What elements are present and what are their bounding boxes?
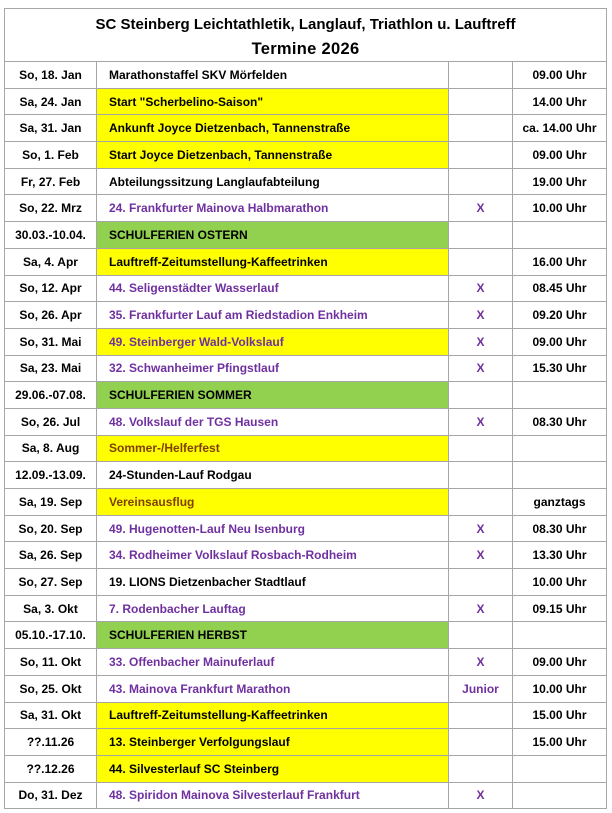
event-cell: Abteilungssitzung Langlaufabteilung <box>97 168 449 195</box>
participation-mark-cell: Junior <box>449 675 513 702</box>
participation-mark-cell: X <box>449 542 513 569</box>
event-cell: Lauftreff-Zeitumstellung-Kaffeetrinken <box>97 248 449 275</box>
participation-mark-cell <box>449 248 513 275</box>
participation-mark-cell <box>449 88 513 115</box>
date-cell: Sa, 26. Sep <box>5 542 97 569</box>
event-cell: 35. Frankfurter Lauf am Riedstadion Enkheim <box>97 302 449 329</box>
time-cell <box>513 755 607 782</box>
date-cell: ??.11.26 <box>5 729 97 756</box>
event-cell: SCHULFERIEN OSTERN <box>97 222 449 249</box>
date-cell: Sa, 31. Okt <box>5 702 97 729</box>
date-cell: So, 12. Apr <box>5 275 97 302</box>
table-row <box>5 328 607 355</box>
date-cell: 29.06.-07.08. <box>5 382 97 409</box>
time-cell: 09.20 Uhr <box>513 302 607 329</box>
time-cell: 09.00 Uhr <box>513 62 607 89</box>
participation-mark-cell <box>449 115 513 142</box>
date-cell: So, 20. Sep <box>5 515 97 542</box>
event-cell: 48. Spiridon Mainova Silvesterlauf Frankfurt <box>97 782 449 809</box>
participation-mark-cell <box>449 382 513 409</box>
event-cell: Ankunft Joyce Dietzenbach, Tannenstraße <box>97 115 449 142</box>
time-cell <box>513 462 607 489</box>
table-row <box>5 195 607 222</box>
event-cell: 24-Stunden-Lauf Rodgau <box>97 462 449 489</box>
participation-mark-cell <box>449 142 513 169</box>
event-cell: Sommer-/Helferfest <box>97 435 449 462</box>
time-cell: 13.30 Uhr <box>513 542 607 569</box>
time-cell: 10.00 Uhr <box>513 195 607 222</box>
event-cell: Marathonstaffel SKV Mörfelden <box>97 62 449 89</box>
time-cell: 10.00 Uhr <box>513 569 607 596</box>
date-cell: 05.10.-17.10. <box>5 622 97 649</box>
event-cell: SCHULFERIEN HERBST <box>97 622 449 649</box>
time-cell: 15.30 Uhr <box>513 355 607 382</box>
participation-mark-cell: X <box>449 595 513 622</box>
date-cell: So, 26. Apr <box>5 302 97 329</box>
event-cell: 44. Seligenstädter Wasserlauf <box>97 275 449 302</box>
time-cell: 09.00 Uhr <box>513 142 607 169</box>
participation-mark-cell: X <box>449 275 513 302</box>
event-cell: Start "Scherbelino-Saison" <box>97 88 449 115</box>
table-row <box>5 275 607 302</box>
time-cell: 15.00 Uhr <box>513 729 607 756</box>
event-cell: 49. Steinberger Wald-Volkslauf <box>97 328 449 355</box>
date-cell: So, 27. Sep <box>5 569 97 596</box>
date-cell: 30.03.-10.04. <box>5 222 97 249</box>
participation-mark-cell: X <box>449 328 513 355</box>
date-cell: Fr, 27. Feb <box>5 168 97 195</box>
table-row <box>5 222 607 249</box>
document-subtitle: Termine 2026 <box>5 37 607 62</box>
time-cell: 08.45 Uhr <box>513 275 607 302</box>
table-row <box>5 355 607 382</box>
date-cell: Sa, 19. Sep <box>5 489 97 516</box>
participation-mark-cell: X <box>449 355 513 382</box>
participation-mark-cell <box>449 702 513 729</box>
date-cell: Sa, 8. Aug <box>5 435 97 462</box>
table-row <box>5 142 607 169</box>
subtitle-row <box>5 37 607 62</box>
table-row <box>5 515 607 542</box>
table-row <box>5 702 607 729</box>
table-row <box>5 302 607 329</box>
participation-mark-cell: X <box>449 195 513 222</box>
table-row <box>5 542 607 569</box>
time-cell <box>513 222 607 249</box>
event-cell: 13. Steinberger Verfolgungslauf <box>97 729 449 756</box>
date-cell: So, 22. Mrz <box>5 195 97 222</box>
event-cell: 19. LIONS Dietzenbacher Stadtlauf <box>97 569 449 596</box>
table-row <box>5 168 607 195</box>
time-cell <box>513 435 607 462</box>
participation-mark-cell <box>449 755 513 782</box>
time-cell: 09.15 Uhr <box>513 595 607 622</box>
date-cell: So, 11. Okt <box>5 649 97 676</box>
table-row <box>5 649 607 676</box>
participation-mark-cell <box>449 435 513 462</box>
table-row <box>5 88 607 115</box>
event-cell: Lauftreff-Zeitumstellung-Kaffeetrinken <box>97 702 449 729</box>
event-cell: 24. Frankfurter Mainova Halbmarathon <box>97 195 449 222</box>
participation-mark-cell <box>449 569 513 596</box>
time-cell <box>513 782 607 809</box>
date-cell: So, 26. Jul <box>5 408 97 435</box>
event-cell: Vereinsausflug <box>97 489 449 516</box>
time-cell: 14.00 Uhr <box>513 88 607 115</box>
participation-mark-cell: X <box>449 782 513 809</box>
participation-mark-cell <box>449 729 513 756</box>
participation-mark-cell <box>449 622 513 649</box>
table-row <box>5 62 607 89</box>
participation-mark-cell <box>449 168 513 195</box>
date-cell: ??.12.26 <box>5 755 97 782</box>
time-cell <box>513 382 607 409</box>
participation-mark-cell <box>449 489 513 516</box>
table-row <box>5 622 607 649</box>
participation-mark-cell: X <box>449 649 513 676</box>
date-cell: Sa, 31. Jan <box>5 115 97 142</box>
event-cell: 49. Hugenotten-Lauf Neu Isenburg <box>97 515 449 542</box>
event-cell: 43. Mainova Frankfurt Marathon <box>97 675 449 702</box>
schedule-sheet <box>4 8 606 809</box>
participation-mark-cell <box>449 462 513 489</box>
time-cell: ganztags <box>513 489 607 516</box>
event-cell: 33. Offenbacher Mainuferlauf <box>97 649 449 676</box>
date-cell: Sa, 23. Mai <box>5 355 97 382</box>
participation-mark-cell <box>449 222 513 249</box>
date-cell: So, 31. Mai <box>5 328 97 355</box>
table-row <box>5 382 607 409</box>
time-cell: 10.00 Uhr <box>513 675 607 702</box>
time-cell: ca. 14.00 Uhr <box>513 115 607 142</box>
date-cell: Sa, 4. Apr <box>5 248 97 275</box>
time-cell: 08.30 Uhr <box>513 408 607 435</box>
table-row <box>5 462 607 489</box>
table-row <box>5 248 607 275</box>
event-cell: Start Joyce Dietzenbach, Tannenstraße <box>97 142 449 169</box>
table-row <box>5 435 607 462</box>
document-title: SC Steinberg Leichtathletik, Langlauf, Triathlon u. Lauftreff <box>5 9 607 38</box>
time-cell: 16.00 Uhr <box>513 248 607 275</box>
participation-mark-cell: X <box>449 408 513 435</box>
time-cell <box>513 622 607 649</box>
table-row <box>5 729 607 756</box>
event-cell: SCHULFERIEN SOMMER <box>97 382 449 409</box>
table-row <box>5 115 607 142</box>
date-cell: Sa, 24. Jan <box>5 88 97 115</box>
event-cell: 32. Schwanheimer Pfingstlauf <box>97 355 449 382</box>
table-row <box>5 755 607 782</box>
date-cell: Do, 31. Dez <box>5 782 97 809</box>
event-cell: 44. Silvesterlauf SC Steinberg <box>97 755 449 782</box>
participation-mark-cell: X <box>449 515 513 542</box>
participation-mark-cell: X <box>449 302 513 329</box>
table-row <box>5 782 607 809</box>
date-cell: 12.09.-13.09. <box>5 462 97 489</box>
time-cell: 19.00 Uhr <box>513 168 607 195</box>
date-cell: Sa, 3. Okt <box>5 595 97 622</box>
event-cell: 7. Rodenbacher Lauftag <box>97 595 449 622</box>
event-cell: 48. Volkslauf der TGS Hausen <box>97 408 449 435</box>
date-cell: So, 18. Jan <box>5 62 97 89</box>
table-row <box>5 569 607 596</box>
event-cell: 34. Rodheimer Volkslauf Rosbach-Rodheim <box>97 542 449 569</box>
table-row <box>5 408 607 435</box>
schedule-table <box>4 8 607 809</box>
time-cell: 09.00 Uhr <box>513 328 607 355</box>
table-row <box>5 675 607 702</box>
date-cell: So, 25. Okt <box>5 675 97 702</box>
table-row <box>5 489 607 516</box>
table-row <box>5 595 607 622</box>
time-cell: 15.00 Uhr <box>513 702 607 729</box>
date-cell: So, 1. Feb <box>5 142 97 169</box>
time-cell: 08.30 Uhr <box>513 515 607 542</box>
time-cell: 09.00 Uhr <box>513 649 607 676</box>
participation-mark-cell <box>449 62 513 89</box>
title-row <box>5 9 607 38</box>
